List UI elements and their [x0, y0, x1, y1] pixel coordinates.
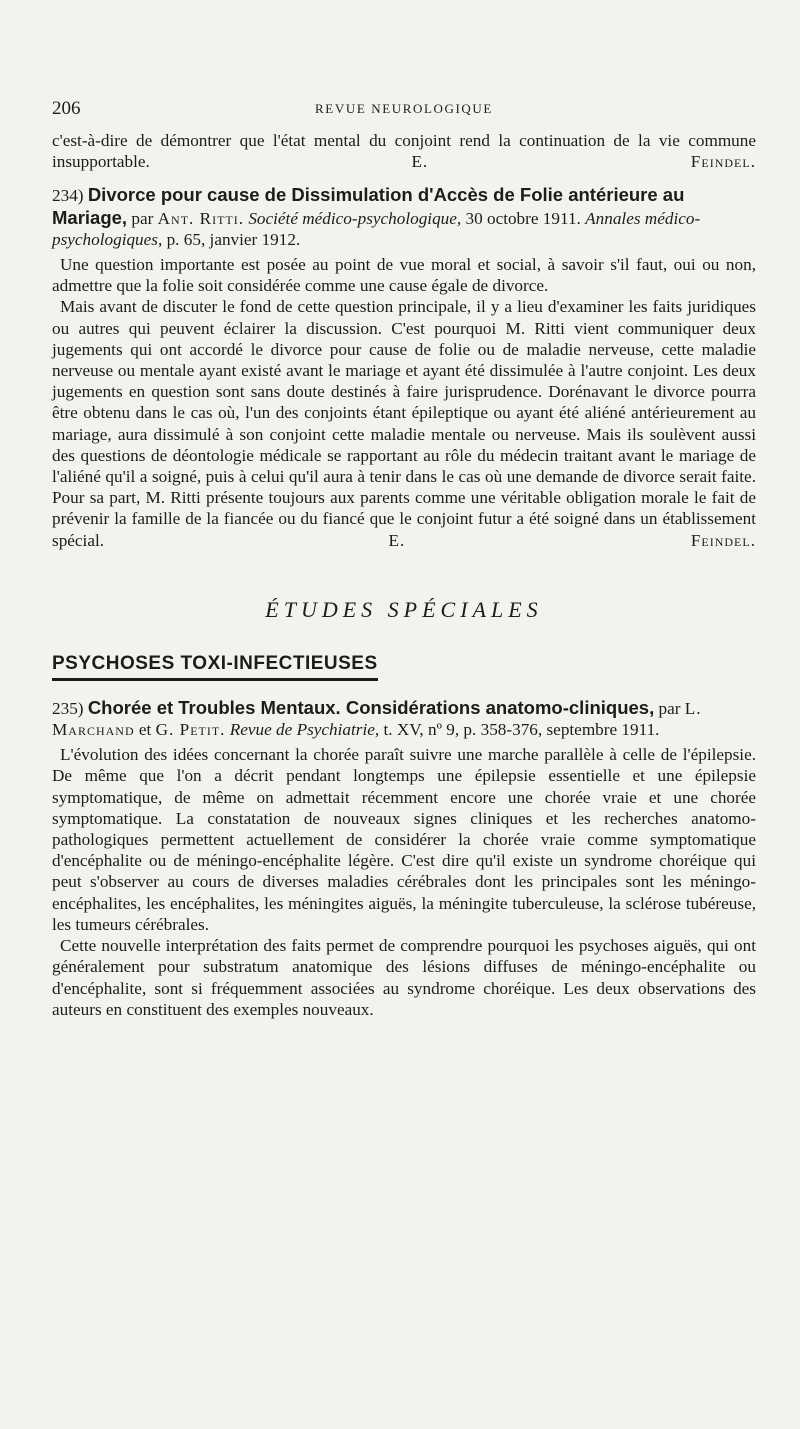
entry-234-signature: E. Feindel. — [388, 530, 756, 550]
entry-235-title: Chorée et Troubles Mentaux. Considérations anatomo-cliniques, — [87, 696, 655, 718]
entry-234-heading — [52, 184, 756, 250]
entry-234-venue2: Annales médico-psychologiques, — [52, 208, 701, 249]
entry-235-paragraph-2: Cette nouvelle interprétation des faits permet de comprendre pourquoi les psychoses aiguës, qui ont généralement pour substratum anatomique des lésions diffuses de méningo-encéphalite ou d'encéphalite, sont si fréquemment associées au syndrome choréique. Les deux observations des auteurs en constituent des exemples nouveaux. — [52, 936, 756, 1019]
entry-234-paragraph-1: Une question importante est posée au point de vue moral et social, à savoir s'il faut, oui ou non, admettre que la folie soit considérée comme une cause égale de divorce. — [52, 255, 756, 296]
entry-234-paragraph-2-body: Mais avant de discuter le fond de cette question principale, il y a lieu d'examiner les faits juridiques ou autres qui peuvent éclairer la discussion. C'est pourquoi M. Ritti vient communiquer deux jugements qui ont accordé le divorce pour cause de folie ou de maladie nerveuse, cette maladie nerveuse ou mentale ayant existé avant le mariage et ayant été dissimulée à l'autre conjoint. Les deux jugements en question sont sans doute destinés à faire jurisprudence. Dorénavant le divorce pourra être obtenu dans le cas où, l'un des conjoints étant épileptique ou ayant été aliéné antérieurement au mariage, aura dissimulé à son conjoint cette maladie mentale ou nerveuse. Mais ils soulèvent aussi des questions de déontologie médicale se rapportant au rôle du médecin traitant avant le mariage de l'aliéné qu'il a soigné, puis à celui qu'il aura à tenir dans le cas où une demande de divorce serait faite. Pour sa part, M. Ritti présente toujours aux parents comme une véritable obligation morale le fait de prévenir la famille de la fiancée ou du fiancé que le conjoint futur a été soigné dans un établissement spécial. — [52, 297, 756, 550]
entry-235-details: t. XV, nº 9, p. 358-376, septembre 1911. — [383, 720, 660, 740]
entry-234-date1: 30 octobre 1911. — [465, 208, 581, 228]
prev-entry-text — [52, 130, 756, 172]
section-title: ÉTUDES SPÉCIALES — [265, 596, 543, 622]
entry-235-by: par — [658, 698, 681, 718]
entry-234-title: Divorce pour cause de Dissimulation d'Accès de Folie antérieure au Mariage, — [52, 184, 685, 228]
prev-entry-body: c'est-à-dire de démontrer que l'état mental du conjoint rend la continuation de la vie commune insupportable. — [52, 131, 756, 172]
entry-234-by: par — [131, 208, 154, 228]
entry-235-number: 235) — [52, 698, 84, 718]
entry-234-venue1: Société médico-psychologique, — [248, 208, 462, 228]
running-head — [52, 92, 756, 120]
entry-235-paragraph-1: L'évolution des idées concernant la chorée paraît suivre une marche parallèle à celle de l'épilepsie. De même que l'on a décrit pendant longtemps une épilepsie essentielle et une épilepsie symptomatique, de même on admettait récemment encore une chorée vraie et une chorée symptomatique. La constatation de nouveaux signes cliniques et les recherches anatomo-pathologiques permettent actuellement de considérer la chorée vraie comme symptomatique d'encéphalite ou de méningo-encéphalite légère. C'est dire qu'il existe un syndrome choréique qui peut s'observer au cours de diverses maladies cérébrales dont les principales sont les méningo-encéphalites, les encéphalites, les méningites aiguës, la méningite tuberculeuse, la sclérose tubéreuse, les tumeurs cérébrales. — [52, 745, 756, 934]
entry-235-author-1: L. Marchand — [52, 698, 702, 740]
entry-234-date2: p. 65, janvier 1912. — [166, 229, 301, 249]
page-number: 206 — [52, 98, 81, 119]
entry-234-paragraph-2 — [52, 296, 756, 550]
running-title: REVUE NEUROLOGIQUE — [315, 101, 493, 116]
entry-235-and: et — [138, 720, 152, 740]
prev-entry-signature: E. Feindel. — [411, 152, 756, 172]
subsection-title: PSYCHOSES TOXI-INFECTIEUSES — [52, 653, 378, 681]
entry-234-number: 234) — [52, 186, 84, 206]
journal-page — [52, 92, 756, 1020]
entry-235-author-2: G. Petit. — [155, 720, 226, 740]
entry-235-venue: Revue de Psychiatrie, — [229, 720, 380, 740]
entry-234-author: Ant. Ritti. — [157, 208, 245, 228]
entry-235-heading — [52, 697, 756, 740]
